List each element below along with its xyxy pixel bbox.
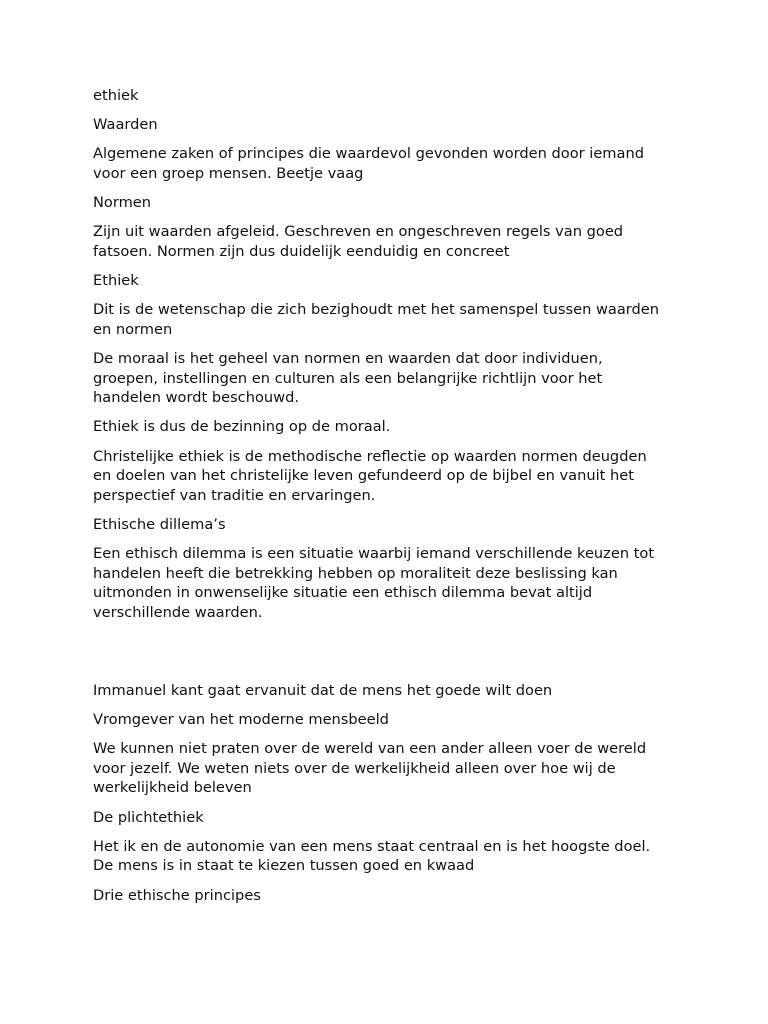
paragraph-dilemma-definition: Een ethisch dilemma is een situatie waarbij iemand verschillende keuzen tot handelen heeft die betrekking hebben op moraliteit deze beslissing kan uitmonden in onwenselijke situatie een ethisch dilemma bevat altijd verschillende waarden. (93, 545, 655, 621)
paragraph-vormgever: Vromgever van het moderne mensbeeld (93, 710, 389, 728)
paragraph-normen-definition: Zijn uit waarden afgeleid. Geschreven en ongeschreven regels van goed fatsoen. Normen zijn dus duidelijk eenduidig en concreet (93, 223, 624, 260)
paragraph-heading-dilemmas: Ethische dillema’s (93, 516, 226, 534)
paragraph-heading-plichtethiek: De plichtethiek (93, 808, 204, 826)
paragraph-heading-ethiek: ethiek (93, 87, 139, 104)
paragraph-waarden-definition: Algemene zaken of principes die waardevol gevonden worden door iemand voor een groep mensen. Beetje vaag (93, 145, 644, 182)
paragraph-moraal: De moraal is het geheel van normen en waarden dat door individuen, groepen, instellingen en culturen als een belangrijke richtlijn voor het handelen wordt beschouwd. (93, 350, 603, 407)
paragraph-wereld: We kunnen niet praten over de wereld van een ander alleen voer de wereld voor jezelf. We weten niets over de werkelijkheid alleen over hoe wij de werkelijkheid beleven (93, 740, 647, 797)
paragraph-bezinning: Ethiek is dus de bezinning op de moraal. (93, 418, 391, 436)
paragraph-christelijke-ethiek: Christelijke ethiek is de methodische reflectie op waarden normen deugden en doelen van het christelijke leven gefundeerd op de bijbel en vanuit het perspectief van traditie en ervaringen. (93, 447, 647, 504)
paragraph-heading-principes: Drie ethische principes (93, 886, 261, 904)
paragraph-kant: Immanuel kant gaat ervanuit dat de mens het goede wilt doen (93, 681, 553, 699)
paragraph-heading-ethiek-2: Ethiek (93, 272, 139, 290)
paragraph-autonomie: Het ik en de autonomie van een mens staat centraal en is het hoogste doel. De mens is in staat te kiezen tussen goed en kwaad (93, 837, 651, 875)
paragraph-heading-normen: Normen (93, 194, 152, 212)
paragraph-ethiek-definition: Dit is de wetenschap die zich bezighoudt met het samenspel tussen waarden en normen (93, 301, 660, 338)
document-body (93, 86, 668, 915)
empty-paragraph (93, 632, 668, 652)
paragraph-heading-waarden: Waarden (93, 116, 158, 134)
